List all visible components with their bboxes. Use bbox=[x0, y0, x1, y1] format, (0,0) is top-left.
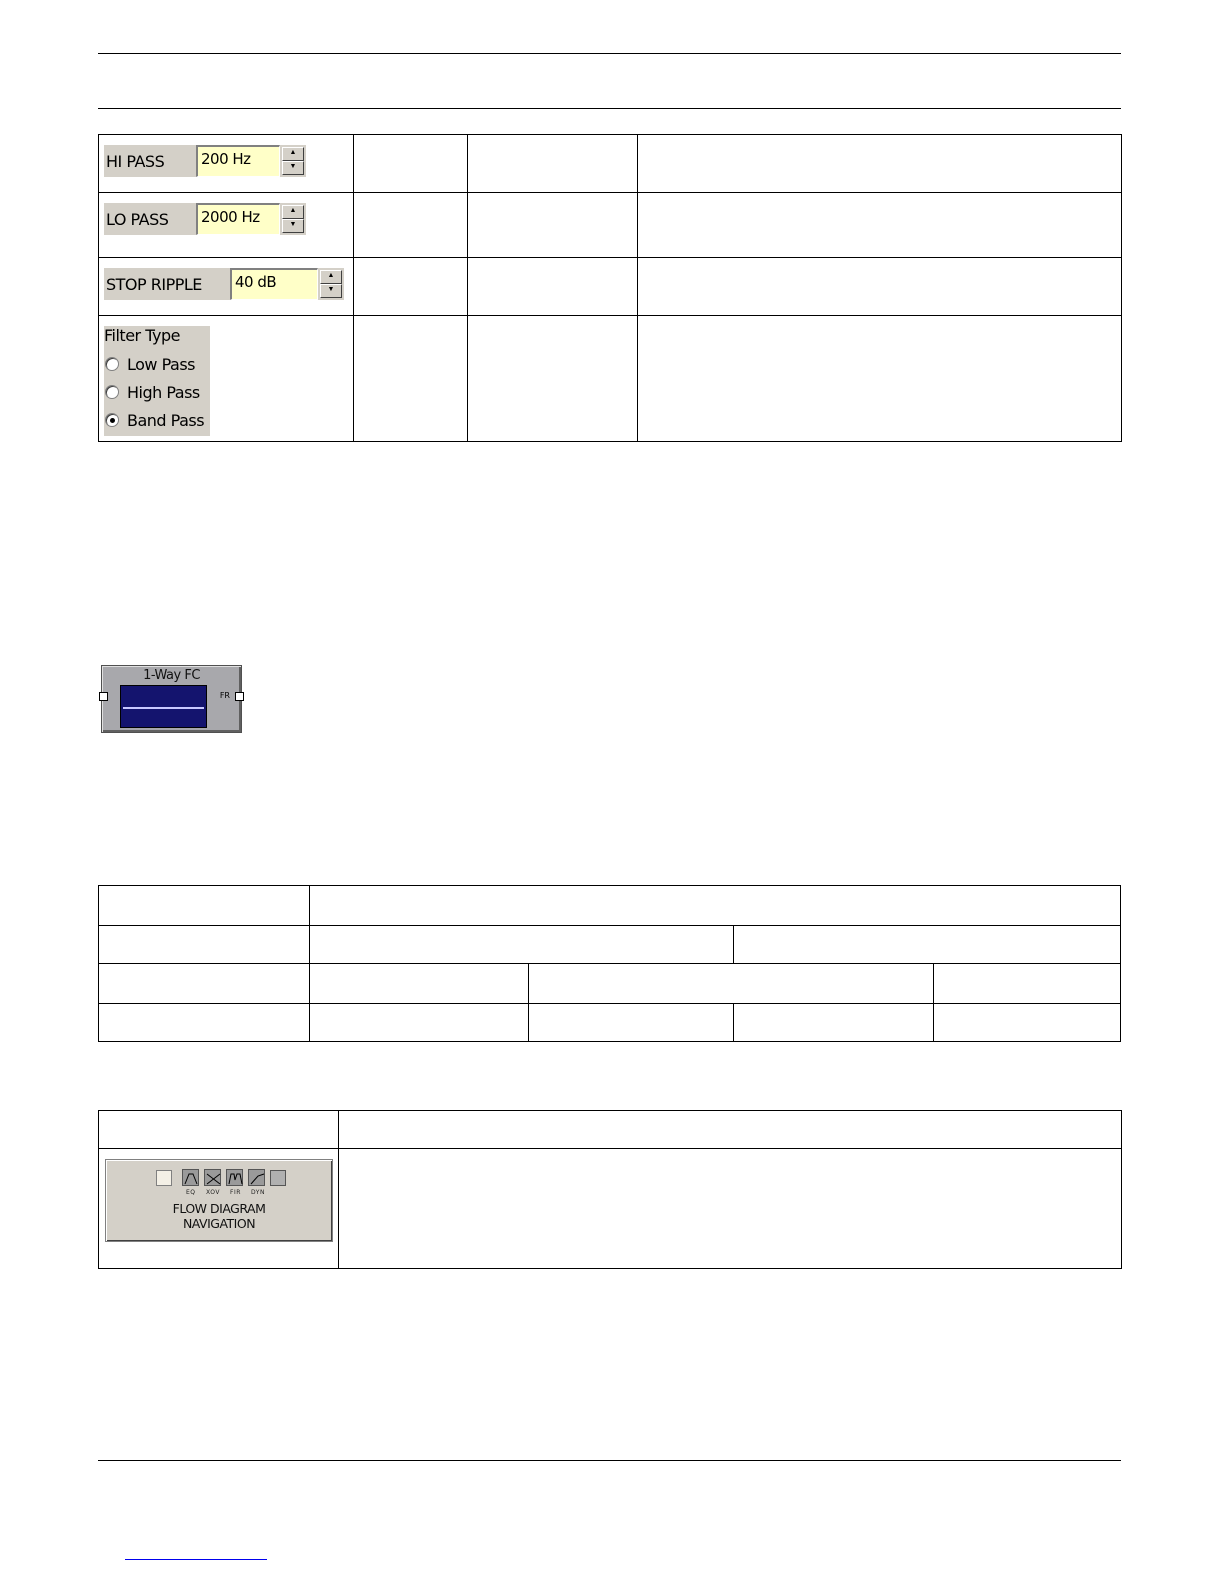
table-cell bbox=[99, 1149, 339, 1269]
table-cell bbox=[99, 926, 310, 964]
table-cell bbox=[529, 1004, 734, 1042]
checkbox-icon[interactable] bbox=[156, 1170, 172, 1186]
label-line-2: NAVIGATION bbox=[182, 1216, 256, 1231]
table-cell bbox=[354, 193, 468, 258]
lo-pass-control bbox=[104, 203, 353, 235]
table-row bbox=[99, 926, 1121, 964]
table-cell bbox=[734, 1004, 934, 1042]
table-cell bbox=[529, 964, 934, 1004]
table-row bbox=[99, 193, 1122, 258]
table-cell bbox=[354, 316, 468, 442]
radio-low-pass[interactable] bbox=[104, 350, 210, 378]
lo-pass-input[interactable]: 2000 Hz bbox=[196, 203, 280, 235]
table-cell bbox=[99, 1111, 339, 1149]
label-line-1: FLOW DIAGRAM bbox=[172, 1201, 266, 1216]
table-cell bbox=[354, 258, 468, 316]
spinner-up-icon[interactable]: ▲ bbox=[320, 270, 342, 284]
navigation-table bbox=[98, 1110, 1122, 1269]
table-cell bbox=[339, 1149, 1122, 1269]
table-cell bbox=[339, 1111, 1122, 1149]
table-cell bbox=[468, 193, 638, 258]
table-row bbox=[99, 1004, 1121, 1042]
table-cell bbox=[99, 316, 354, 442]
fc-block-title: 1-Way FC bbox=[143, 668, 200, 683]
radio-label: Low Pass bbox=[127, 354, 195, 374]
output-block-icon[interactable] bbox=[270, 1170, 286, 1186]
spinner-down-icon[interactable]: ▼ bbox=[320, 284, 342, 298]
table-cell bbox=[468, 258, 638, 316]
header-rule-top bbox=[98, 53, 1121, 54]
table-row bbox=[99, 886, 1121, 926]
table-cell bbox=[99, 1004, 310, 1042]
filter-controls-table bbox=[98, 134, 1122, 442]
header-rule-bottom bbox=[98, 108, 1121, 109]
table-cell bbox=[734, 926, 1121, 964]
table-cell bbox=[638, 258, 1122, 316]
spinner-down-icon[interactable]: ▼ bbox=[282, 219, 304, 233]
table-row bbox=[99, 258, 1122, 316]
eq-curve-icon[interactable] bbox=[182, 1169, 199, 1186]
hi-pass-label: HI PASS bbox=[104, 145, 196, 177]
table-cell bbox=[310, 926, 734, 964]
table-cell bbox=[934, 964, 1121, 1004]
table-cell bbox=[310, 1004, 529, 1042]
dyn-sublabel: DYN bbox=[251, 1189, 265, 1196]
table-row bbox=[99, 135, 1122, 193]
table-cell bbox=[99, 135, 354, 193]
stop-ripple-label: STOP RIPPLE bbox=[104, 268, 230, 300]
radio-button-icon[interactable] bbox=[105, 385, 119, 399]
input-port-icon[interactable] bbox=[99, 692, 108, 701]
table-cell bbox=[310, 964, 529, 1004]
filter-type-group bbox=[104, 326, 210, 436]
radio-label: Band Pass bbox=[127, 410, 205, 430]
fir-icon[interactable] bbox=[226, 1169, 243, 1186]
flow-icons bbox=[156, 1169, 286, 1186]
spinner-down-icon[interactable]: ▼ bbox=[282, 161, 304, 175]
table-cell bbox=[310, 886, 1121, 926]
table-cell bbox=[934, 1004, 1121, 1042]
lo-pass-spinner bbox=[280, 203, 306, 235]
fc-response-line bbox=[123, 707, 204, 709]
table-cell bbox=[638, 135, 1122, 193]
hi-pass-input[interactable]: 200 Hz bbox=[196, 145, 280, 177]
fc-response-display bbox=[120, 685, 207, 728]
table-cell bbox=[468, 135, 638, 193]
table-cell bbox=[468, 316, 638, 442]
fc-output-label: FR bbox=[219, 691, 230, 700]
stop-ripple-input[interactable]: 40 dB bbox=[230, 268, 318, 300]
spec-table bbox=[98, 885, 1121, 1042]
radio-button-icon[interactable] bbox=[105, 357, 119, 371]
filter-type-title: Filter Type bbox=[104, 326, 180, 345]
one-way-fc-block[interactable] bbox=[101, 665, 242, 733]
eq-sublabel: EQ bbox=[186, 1189, 196, 1196]
table-row bbox=[99, 964, 1121, 1004]
lo-pass-label: LO PASS bbox=[104, 203, 196, 235]
radio-band-pass[interactable] bbox=[104, 406, 210, 434]
table-cell bbox=[99, 193, 354, 258]
table-cell bbox=[638, 316, 1122, 442]
stop-ripple-spinner bbox=[318, 268, 344, 300]
table-cell bbox=[354, 135, 468, 193]
radio-label: High Pass bbox=[127, 382, 200, 402]
spinner-up-icon[interactable]: ▲ bbox=[282, 147, 304, 161]
dynamics-icon[interactable] bbox=[248, 1169, 265, 1186]
radio-button-selected-icon[interactable] bbox=[105, 413, 119, 427]
flow-diagram-navigation-button[interactable] bbox=[105, 1159, 333, 1242]
radio-high-pass[interactable] bbox=[104, 378, 210, 406]
table-row bbox=[99, 1111, 1122, 1149]
table-cell bbox=[99, 964, 310, 1004]
table-row bbox=[99, 316, 1122, 442]
spinner-up-icon[interactable]: ▲ bbox=[282, 205, 304, 219]
stop-ripple-control bbox=[104, 268, 353, 300]
footer-link-underline[interactable] bbox=[125, 1559, 267, 1560]
fir-sublabel: FIR bbox=[230, 1189, 241, 1196]
table-cell bbox=[99, 886, 310, 926]
output-port-icon[interactable] bbox=[235, 692, 244, 701]
hi-pass-control bbox=[104, 145, 353, 177]
table-row bbox=[99, 1149, 1122, 1269]
hi-pass-spinner bbox=[280, 145, 306, 177]
table-cell bbox=[99, 258, 354, 316]
footer-rule bbox=[98, 1460, 1121, 1461]
table-cell bbox=[638, 193, 1122, 258]
crossover-icon[interactable] bbox=[204, 1169, 221, 1186]
xov-sublabel: XOV bbox=[206, 1189, 220, 1196]
flow-diagram-navigation-label bbox=[106, 1201, 332, 1231]
